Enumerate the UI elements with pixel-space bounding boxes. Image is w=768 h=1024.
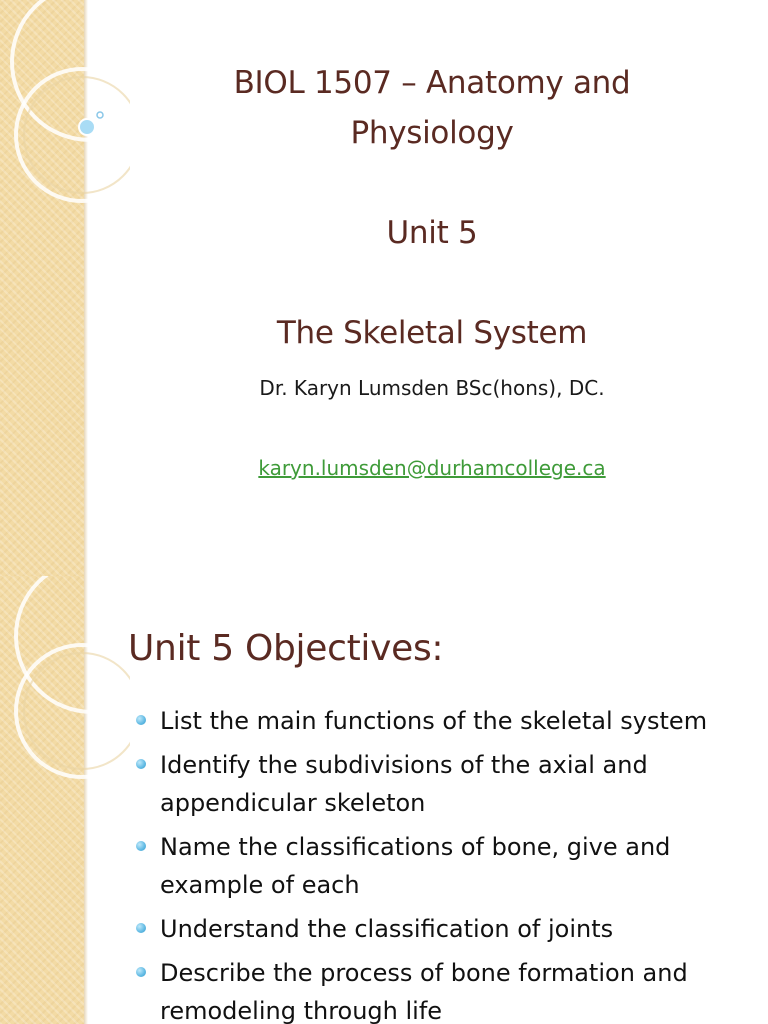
objective-text: Understand the classification of joints	[160, 915, 614, 943]
decorative-circles	[0, 576, 130, 1024]
unit-heading: Unit 5	[386, 215, 478, 251]
list-item	[136, 828, 756, 904]
objective-text: List the main functions of the skeletal system	[160, 707, 708, 735]
objectives-title: Unit 5 Objectives:	[128, 628, 444, 669]
email-link[interactable]: karyn.lumsden@durhamcollege.ca	[258, 456, 606, 480]
objectives-list	[136, 702, 756, 1024]
list-item	[136, 954, 756, 1024]
list-item	[136, 910, 756, 948]
bullet-icon	[136, 841, 146, 851]
list-item	[136, 746, 756, 822]
bubble-icon	[79, 119, 95, 135]
bullet-icon	[136, 715, 146, 725]
title-line-1: BIOL 1507 – Anatomy and	[233, 65, 631, 101]
objective-text: Identify the subdivisions of the axial and appendicular skeleton	[160, 751, 648, 817]
objectives-slide	[0, 576, 768, 1024]
bullet-icon	[136, 759, 146, 769]
topic-heading: The Skeletal System	[276, 315, 588, 351]
slide-title	[96, 58, 768, 158]
author-name: Dr. Karyn Lumsden BSc(hons), DC.	[259, 376, 605, 400]
objective-text: Name the classifications of bone, give and example of each	[160, 833, 671, 899]
bullet-icon	[136, 967, 146, 977]
list-item	[136, 702, 756, 740]
objective-text: Describe the process of bone formation and remodeling through life	[160, 959, 688, 1024]
title-line-2: Physiology	[350, 115, 514, 151]
bullet-icon	[136, 923, 146, 933]
